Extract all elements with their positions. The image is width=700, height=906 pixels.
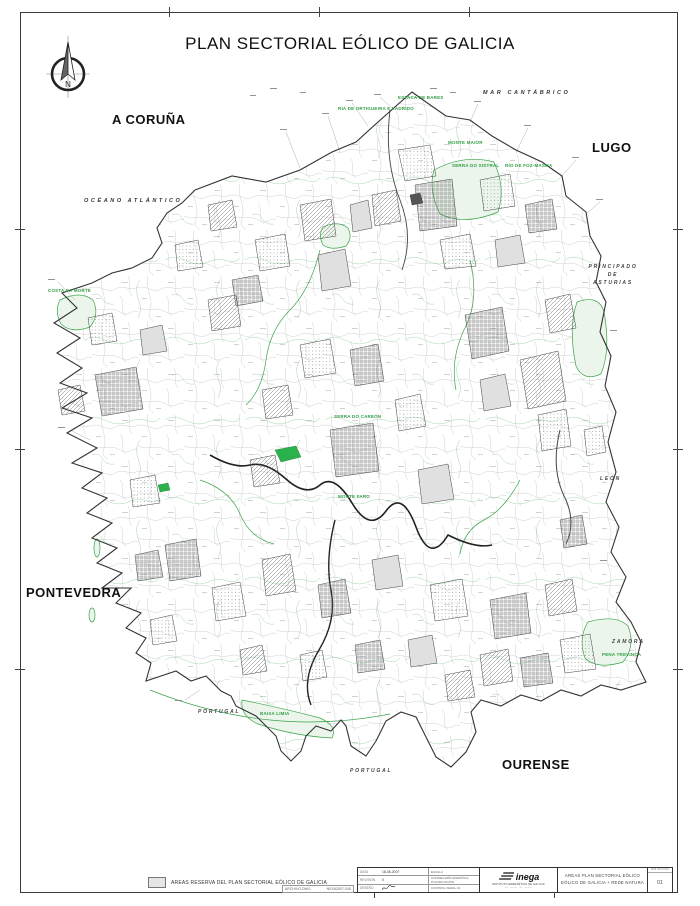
natura-label: RÍO DE FOZ-MASMA bbox=[505, 163, 553, 168]
asturias-line3: ASTURIAS bbox=[593, 280, 633, 286]
natura-label: BAIXA LIMIA bbox=[260, 711, 290, 716]
natura-label: PENA TREVINCA bbox=[602, 652, 642, 657]
sheet-number-value: 01 bbox=[656, 879, 664, 886]
sea-label-atlantico: OCÉANO ATLÁNTICO bbox=[84, 198, 183, 204]
natura-label: MONTE FARO bbox=[338, 494, 370, 499]
legend-label: AREAS RESERVA DEL PLAN SECTORIAL EÓLICO DE GALICIA bbox=[171, 879, 328, 886]
row-right: CONTROL XERAL 01 bbox=[428, 885, 478, 892]
frame-tick bbox=[15, 229, 25, 230]
neighbor-label-zamora: ZAMORA bbox=[612, 639, 645, 645]
frame-tick bbox=[319, 7, 320, 17]
neighbor-label-leon: LEÓN bbox=[600, 476, 622, 482]
row-value: 18-06-2007 bbox=[382, 869, 400, 874]
plan-title-line2: EÓLICO DE GALICIA + REDE NATURA bbox=[561, 880, 644, 885]
inega-logo-text: inega bbox=[515, 871, 540, 882]
inega-logo-subtitle: INSTITUTO ENERXÉTICO DE GALICIA bbox=[492, 883, 545, 886]
page-title: PLAN SECTORIAL EÓLICO DE GALICIA bbox=[185, 34, 515, 53]
row-label: DATA bbox=[360, 869, 369, 874]
signature-mark bbox=[382, 885, 428, 891]
frame-tick bbox=[169, 7, 170, 17]
province-label-a-coruna: A CORUÑA bbox=[112, 112, 186, 127]
natura-label: ESTACA DE BARES bbox=[398, 95, 444, 100]
province-label-lugo: LUGO bbox=[592, 140, 632, 155]
sheet-number-box bbox=[648, 868, 672, 892]
sheet-number-label: NÚM. DE PLANO bbox=[648, 868, 672, 873]
asturias-line2: DE bbox=[607, 272, 619, 278]
natura-label: SERRA DO CAREÓN bbox=[334, 414, 382, 419]
title-block bbox=[357, 867, 673, 893]
row-label: DESEÑO bbox=[360, 886, 374, 891]
row-label: REVISION bbox=[360, 877, 376, 882]
neighbor-label-portugal-west: PORTUGAL bbox=[198, 709, 241, 715]
file-reference bbox=[282, 885, 354, 893]
natura-label: RÍA DE ORTIGUEIRA E LADRIDO bbox=[338, 106, 414, 111]
neighbor-label-asturias bbox=[578, 263, 648, 287]
province-label-pontevedra: PONTEVEDRA bbox=[26, 585, 122, 600]
frame-tick bbox=[15, 669, 25, 670]
province-label-ourense: OURENSE bbox=[502, 757, 570, 772]
compass-north-letter: N bbox=[65, 80, 71, 89]
asturias-line1: PRINCIPADO bbox=[588, 264, 638, 270]
legend-swatch bbox=[148, 877, 166, 888]
frame-tick bbox=[15, 449, 25, 450]
natura-label: SERRA DO XISTRAL bbox=[452, 163, 500, 168]
plan-title-line1: AREAS PLAN SECTORIAL EÓLICO bbox=[564, 873, 641, 879]
inega-logo bbox=[480, 868, 558, 892]
sea-label-cantabrico: MAR CANTÁBRICO bbox=[483, 90, 571, 96]
table-row bbox=[358, 868, 479, 876]
file-number: NEXA2007-045 bbox=[326, 887, 351, 891]
natura-label: COSTA DA MORTE bbox=[48, 288, 92, 293]
natura-label: MONTE MAIOR bbox=[448, 140, 483, 145]
table-row bbox=[358, 885, 479, 892]
row-right: ESCALA bbox=[428, 868, 478, 875]
title-block-table bbox=[358, 868, 480, 892]
galicia-map bbox=[25, 72, 675, 812]
inega-logo-dashes: — —— — —— bbox=[505, 886, 532, 889]
table-row bbox=[358, 876, 479, 884]
row-value: 0 bbox=[382, 877, 384, 882]
inega-logo-icon bbox=[498, 871, 514, 882]
plan-title-box bbox=[558, 868, 648, 892]
row-right: CONSELLERÍA ENERXÍA E PLANIFICACIÓN bbox=[428, 876, 478, 883]
file-code: ARCHIVO-DWG bbox=[285, 887, 311, 891]
neighbor-label-portugal-south: PORTUGAL bbox=[350, 768, 393, 774]
frame-tick bbox=[469, 7, 470, 17]
